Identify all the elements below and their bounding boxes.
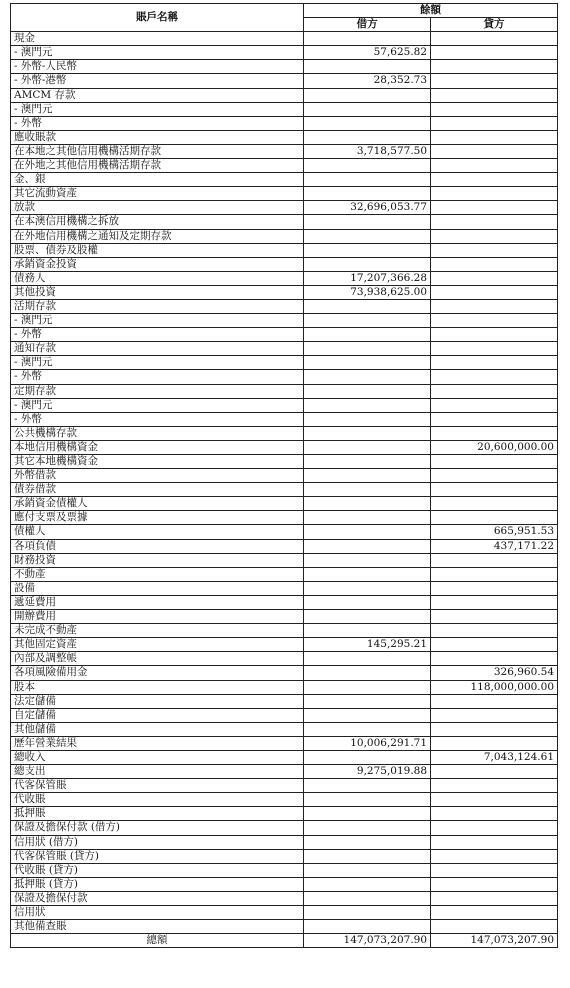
account-name-cell: 信用狀 (借方) bbox=[11, 835, 304, 849]
credit-cell bbox=[431, 708, 558, 722]
account-name-cell: 內部及調整帳 bbox=[11, 652, 304, 666]
debit-cell bbox=[304, 314, 431, 328]
account-name-cell: 總收入 bbox=[11, 750, 304, 764]
account-name-cell: 代收賬 (貸方) bbox=[11, 863, 304, 877]
table-row bbox=[11, 891, 558, 905]
total-debit: 147,073,207.90 bbox=[304, 934, 431, 948]
table-row bbox=[11, 455, 558, 469]
debit-cell bbox=[304, 159, 431, 173]
credit-cell bbox=[431, 285, 558, 299]
account-name-cell: 未完成不動產 bbox=[11, 624, 304, 638]
account-name-cell: - 外幣 bbox=[11, 412, 304, 426]
debit-cell bbox=[304, 877, 431, 891]
account-name-cell: 債權人 bbox=[11, 525, 304, 539]
debit-cell bbox=[304, 793, 431, 807]
table-row bbox=[11, 807, 558, 821]
debit-cell bbox=[304, 567, 431, 581]
debit-cell bbox=[304, 920, 431, 934]
credit-cell bbox=[431, 835, 558, 849]
total-row bbox=[11, 934, 558, 948]
account-name-cell: - 澳門元 bbox=[11, 102, 304, 116]
debit-cell bbox=[304, 539, 431, 553]
credit-cell bbox=[431, 102, 558, 116]
table-row bbox=[11, 32, 558, 46]
debit-cell bbox=[304, 342, 431, 356]
account-name-cell: 各項負債 bbox=[11, 539, 304, 553]
credit-header: 貸方 bbox=[431, 18, 558, 32]
table-row bbox=[11, 356, 558, 370]
credit-cell bbox=[431, 553, 558, 567]
table-row bbox=[11, 370, 558, 384]
table-row bbox=[11, 60, 558, 74]
account-name-cell: AMCM 存款 bbox=[11, 88, 304, 102]
table-row bbox=[11, 314, 558, 328]
table-row bbox=[11, 567, 558, 581]
debit-cell bbox=[304, 229, 431, 243]
credit-cell bbox=[431, 807, 558, 821]
account-name-cell: 抵押賬 bbox=[11, 807, 304, 821]
debit-cell bbox=[304, 102, 431, 116]
debit-cell: 17,207,366.28 bbox=[304, 271, 431, 285]
table-row bbox=[11, 74, 558, 88]
table-row bbox=[11, 906, 558, 920]
account-name-cell: - 外幣-港幣 bbox=[11, 74, 304, 88]
account-name-cell: 法定儲備 bbox=[11, 694, 304, 708]
table-row bbox=[11, 539, 558, 553]
table-row bbox=[11, 553, 558, 567]
debit-cell bbox=[304, 750, 431, 764]
account-name-cell: 活期存款 bbox=[11, 299, 304, 313]
account-name-cell: 不動產 bbox=[11, 567, 304, 581]
table-row bbox=[11, 863, 558, 877]
table-row bbox=[11, 229, 558, 243]
debit-cell bbox=[304, 652, 431, 666]
table-row bbox=[11, 694, 558, 708]
credit-cell bbox=[431, 398, 558, 412]
table-row bbox=[11, 525, 558, 539]
table-row bbox=[11, 666, 558, 680]
account-name-cell: 定期存款 bbox=[11, 384, 304, 398]
table-row bbox=[11, 497, 558, 511]
account-name-cell: 遞延費用 bbox=[11, 595, 304, 609]
table-row bbox=[11, 412, 558, 426]
debit-cell bbox=[304, 624, 431, 638]
account-name-cell: - 澳門元 bbox=[11, 314, 304, 328]
table-row bbox=[11, 624, 558, 638]
debit-cell bbox=[304, 243, 431, 257]
table-row bbox=[11, 877, 558, 891]
credit-cell: 437,171.22 bbox=[431, 539, 558, 553]
credit-cell bbox=[431, 779, 558, 793]
debit-cell bbox=[304, 807, 431, 821]
account-name-cell: 其它流動資產 bbox=[11, 187, 304, 201]
table-row bbox=[11, 595, 558, 609]
debit-cell: 10,006,291.71 bbox=[304, 736, 431, 750]
credit-cell: 326,960.54 bbox=[431, 666, 558, 680]
table-row bbox=[11, 257, 558, 271]
account-name-cell: 各項風險備用金 bbox=[11, 666, 304, 680]
account-name-cell: 其他備查賬 bbox=[11, 920, 304, 934]
table-row bbox=[11, 243, 558, 257]
table-row bbox=[11, 384, 558, 398]
credit-cell bbox=[431, 32, 558, 46]
account-name-cell: - 外幣 bbox=[11, 116, 304, 130]
debit-cell bbox=[304, 708, 431, 722]
credit-cell bbox=[431, 694, 558, 708]
table-row bbox=[11, 46, 558, 60]
table-row bbox=[11, 638, 558, 652]
table-row bbox=[11, 793, 558, 807]
debit-cell bbox=[304, 60, 431, 74]
credit-cell bbox=[431, 60, 558, 74]
account-name-cell: - 澳門元 bbox=[11, 46, 304, 60]
total-credit: 147,073,207.90 bbox=[431, 934, 558, 948]
credit-cell bbox=[431, 426, 558, 440]
account-name-cell: 在外地之其他信用機構活期存款 bbox=[11, 159, 304, 173]
debit-cell bbox=[304, 581, 431, 595]
credit-cell bbox=[431, 891, 558, 905]
credit-cell bbox=[431, 130, 558, 144]
credit-cell bbox=[431, 229, 558, 243]
account-name-cell: - 外幣 bbox=[11, 370, 304, 384]
account-name-cell: 本地信用機構資金 bbox=[11, 440, 304, 454]
account-name-cell: 代客保管賬 (貸方) bbox=[11, 849, 304, 863]
credit-cell bbox=[431, 722, 558, 736]
trial-balance-table bbox=[10, 3, 558, 948]
credit-cell bbox=[431, 863, 558, 877]
debit-cell bbox=[304, 906, 431, 920]
debit-cell: 32,696,053.77 bbox=[304, 201, 431, 215]
debit-cell bbox=[304, 525, 431, 539]
credit-cell bbox=[431, 116, 558, 130]
account-name-cell: 金、銀 bbox=[11, 173, 304, 187]
account-name-cell: 應收賬款 bbox=[11, 130, 304, 144]
debit-cell bbox=[304, 370, 431, 384]
table-row bbox=[11, 736, 558, 750]
total-label: 總額 bbox=[11, 934, 304, 948]
debit-cell bbox=[304, 595, 431, 609]
credit-cell bbox=[431, 342, 558, 356]
account-name-cell: 應付支票及票據 bbox=[11, 511, 304, 525]
debit-cell bbox=[304, 426, 431, 440]
account-name-cell: 財務投資 bbox=[11, 553, 304, 567]
header-row-top bbox=[11, 4, 558, 18]
account-name-cell: 抵押賬 (貸方) bbox=[11, 877, 304, 891]
trial-balance-sheet bbox=[10, 3, 558, 948]
table-row bbox=[11, 821, 558, 835]
account-name-cell: 總支出 bbox=[11, 765, 304, 779]
table-row bbox=[11, 680, 558, 694]
credit-cell bbox=[431, 511, 558, 525]
account-name-cell: 其他投資 bbox=[11, 285, 304, 299]
table-row bbox=[11, 285, 558, 299]
debit-cell bbox=[304, 610, 431, 624]
credit-cell bbox=[431, 384, 558, 398]
credit-cell bbox=[431, 652, 558, 666]
credit-cell bbox=[431, 638, 558, 652]
credit-cell bbox=[431, 215, 558, 229]
debit-cell bbox=[304, 187, 431, 201]
debit-cell bbox=[304, 821, 431, 835]
credit-cell bbox=[431, 328, 558, 342]
debit-cell bbox=[304, 384, 431, 398]
debit-cell: 9,275,019.88 bbox=[304, 765, 431, 779]
table-row bbox=[11, 610, 558, 624]
table-row bbox=[11, 102, 558, 116]
credit-cell bbox=[431, 370, 558, 384]
credit-cell bbox=[431, 74, 558, 88]
debit-cell bbox=[304, 469, 431, 483]
table-row bbox=[11, 215, 558, 229]
debit-cell bbox=[304, 511, 431, 525]
table-row bbox=[11, 328, 558, 342]
table-row bbox=[11, 440, 558, 454]
debit-cell bbox=[304, 398, 431, 412]
account-name-cell: 承銷資金投資 bbox=[11, 257, 304, 271]
account-name-cell: 歷年營業結果 bbox=[11, 736, 304, 750]
table-row bbox=[11, 849, 558, 863]
debit-cell: 57,625.82 bbox=[304, 46, 431, 60]
credit-cell bbox=[431, 581, 558, 595]
debit-cell bbox=[304, 849, 431, 863]
credit-cell bbox=[431, 624, 558, 638]
credit-cell: 118,000,000.00 bbox=[431, 680, 558, 694]
account-name-cell: 股票、債券及股權 bbox=[11, 243, 304, 257]
table-row bbox=[11, 88, 558, 102]
credit-cell bbox=[431, 201, 558, 215]
debit-cell bbox=[304, 497, 431, 511]
credit-cell bbox=[431, 88, 558, 102]
debit-cell bbox=[304, 666, 431, 680]
debit-cell bbox=[304, 483, 431, 497]
account-name-cell: - 澳門元 bbox=[11, 398, 304, 412]
table-row bbox=[11, 779, 558, 793]
account-name-cell: 其他固定資產 bbox=[11, 638, 304, 652]
debit-cell bbox=[304, 694, 431, 708]
table-row bbox=[11, 201, 558, 215]
credit-cell bbox=[431, 610, 558, 624]
credit-cell bbox=[431, 765, 558, 779]
table-row bbox=[11, 469, 558, 483]
credit-cell bbox=[431, 271, 558, 285]
account-name-cell: 開辦費用 bbox=[11, 610, 304, 624]
debit-cell bbox=[304, 779, 431, 793]
table-row bbox=[11, 708, 558, 722]
table-row bbox=[11, 750, 558, 764]
table-row bbox=[11, 173, 558, 187]
debit-cell bbox=[304, 863, 431, 877]
credit-cell bbox=[431, 257, 558, 271]
table-row bbox=[11, 511, 558, 525]
account-name-cell: 設備 bbox=[11, 581, 304, 595]
table-row bbox=[11, 835, 558, 849]
credit-cell bbox=[431, 793, 558, 807]
debit-cell bbox=[304, 32, 431, 46]
account-name-cell: 代客保管賬 bbox=[11, 779, 304, 793]
credit-cell bbox=[431, 595, 558, 609]
account-name-cell: 債券借款 bbox=[11, 483, 304, 497]
debit-cell bbox=[304, 116, 431, 130]
credit-cell bbox=[431, 497, 558, 511]
account-name-cell: 現金 bbox=[11, 32, 304, 46]
debit-cell bbox=[304, 88, 431, 102]
credit-cell bbox=[431, 173, 558, 187]
account-name-cell: 通知存款 bbox=[11, 342, 304, 356]
account-name-header: 賬戶名稱 bbox=[11, 4, 304, 32]
table-row bbox=[11, 765, 558, 779]
table-row bbox=[11, 144, 558, 158]
account-name-cell: 其它本地機構資金 bbox=[11, 455, 304, 469]
credit-cell bbox=[431, 736, 558, 750]
debit-cell bbox=[304, 356, 431, 370]
debit-cell: 73,938,625.00 bbox=[304, 285, 431, 299]
credit-cell bbox=[431, 483, 558, 497]
account-name-cell: 自定儲備 bbox=[11, 708, 304, 722]
credit-cell bbox=[431, 144, 558, 158]
account-rows bbox=[11, 32, 558, 934]
table-row bbox=[11, 299, 558, 313]
account-name-cell: 在外地信用機構之通知及定期存款 bbox=[11, 229, 304, 243]
debit-cell bbox=[304, 891, 431, 905]
account-name-cell: 在本地之其他信用機構活期存款 bbox=[11, 144, 304, 158]
account-name-cell: - 外幣 bbox=[11, 328, 304, 342]
debit-cell bbox=[304, 215, 431, 229]
table-row bbox=[11, 187, 558, 201]
table-row bbox=[11, 130, 558, 144]
account-name-cell: - 外幣-人民幣 bbox=[11, 60, 304, 74]
credit-cell bbox=[431, 849, 558, 863]
credit-cell bbox=[431, 906, 558, 920]
debit-cell bbox=[304, 722, 431, 736]
table-row bbox=[11, 483, 558, 497]
account-name-cell: 放款 bbox=[11, 201, 304, 215]
credit-cell bbox=[431, 920, 558, 934]
credit-cell bbox=[431, 821, 558, 835]
debit-cell bbox=[304, 299, 431, 313]
credit-cell bbox=[431, 243, 558, 257]
account-name-cell: 債務人 bbox=[11, 271, 304, 285]
credit-cell bbox=[431, 567, 558, 581]
table-row bbox=[11, 581, 558, 595]
credit-cell bbox=[431, 299, 558, 313]
table-row bbox=[11, 652, 558, 666]
table-row bbox=[11, 920, 558, 934]
debit-header: 借方 bbox=[304, 18, 431, 32]
table-row bbox=[11, 342, 558, 356]
credit-cell: 20,600,000.00 bbox=[431, 440, 558, 454]
account-name-cell: 承銷資金債權人 bbox=[11, 497, 304, 511]
debit-cell bbox=[304, 412, 431, 426]
debit-cell bbox=[304, 835, 431, 849]
debit-cell: 145,295.21 bbox=[304, 638, 431, 652]
account-name-cell: 其他儲備 bbox=[11, 722, 304, 736]
debit-cell bbox=[304, 553, 431, 567]
debit-cell bbox=[304, 257, 431, 271]
account-name-cell: 保證及擔保付款 bbox=[11, 891, 304, 905]
table-row bbox=[11, 271, 558, 285]
debit-cell: 28,352.73 bbox=[304, 74, 431, 88]
credit-cell bbox=[431, 455, 558, 469]
credit-cell bbox=[431, 46, 558, 60]
balance-header: 餘額 bbox=[304, 4, 558, 18]
table-row bbox=[11, 426, 558, 440]
credit-cell: 7,043,124.61 bbox=[431, 750, 558, 764]
account-name-cell: 信用狀 bbox=[11, 906, 304, 920]
credit-cell bbox=[431, 314, 558, 328]
debit-cell bbox=[304, 455, 431, 469]
account-name-cell: 公共機構存款 bbox=[11, 426, 304, 440]
credit-cell bbox=[431, 159, 558, 173]
table-row bbox=[11, 722, 558, 736]
debit-cell bbox=[304, 173, 431, 187]
table-row bbox=[11, 159, 558, 173]
debit-cell bbox=[304, 440, 431, 454]
table-row bbox=[11, 398, 558, 412]
credit-cell bbox=[431, 469, 558, 483]
debit-cell bbox=[304, 680, 431, 694]
debit-cell bbox=[304, 328, 431, 342]
account-name-cell: 股本 bbox=[11, 680, 304, 694]
account-name-cell: - 澳門元 bbox=[11, 356, 304, 370]
credit-cell: 665,951.53 bbox=[431, 525, 558, 539]
account-name-cell: 外幣借款 bbox=[11, 469, 304, 483]
credit-cell bbox=[431, 412, 558, 426]
table-row bbox=[11, 116, 558, 130]
credit-cell bbox=[431, 877, 558, 891]
credit-cell bbox=[431, 356, 558, 370]
debit-cell: 3,718,577.50 bbox=[304, 144, 431, 158]
account-name-cell: 代收賬 bbox=[11, 793, 304, 807]
account-name-cell: 保證及擔保付款 (借方) bbox=[11, 821, 304, 835]
debit-cell bbox=[304, 130, 431, 144]
account-name-cell: 在本澳信用機構之拆放 bbox=[11, 215, 304, 229]
credit-cell bbox=[431, 187, 558, 201]
